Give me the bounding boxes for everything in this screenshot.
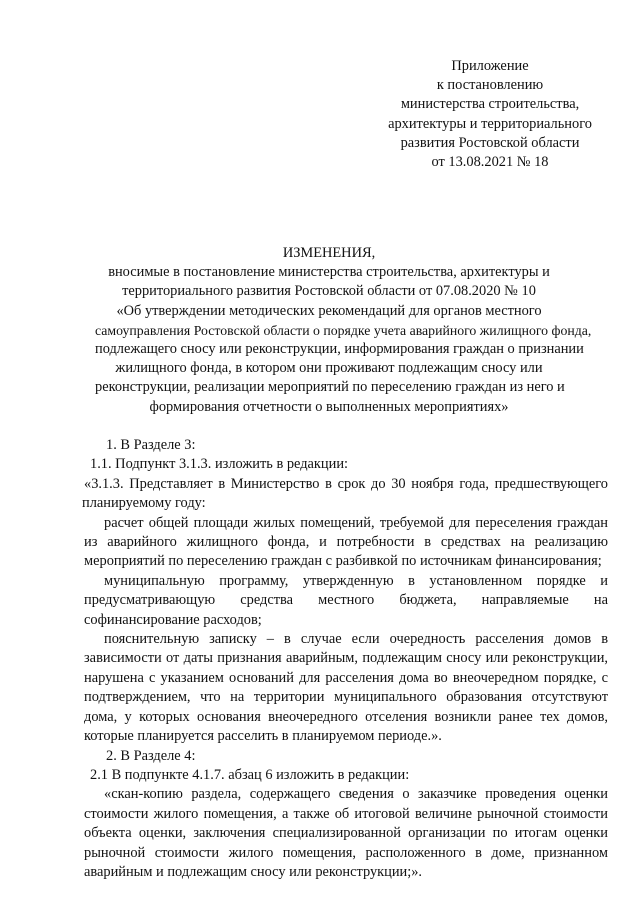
- title-line: формирования отчетности о выполненных мероприятиях»: [149, 398, 509, 415]
- item-1-1: 1.1. Подпункт 3.1.3. изложить в редакции:: [90, 456, 349, 473]
- item-1: 1. В Разделе 3:: [106, 437, 196, 453]
- title-line: жилищного фонда, в котором они проживают подлежащим сносу или: [115, 360, 543, 377]
- item-2-1: 2.1 В подпункте 4.1.7. абзац 6 изложить в редакции:: [90, 766, 410, 783]
- title-line: подлежащего сносу или реконструкции, информирования граждан о признании: [95, 341, 584, 358]
- appendix-line: министерства строительства,: [400, 96, 580, 113]
- quote-4-1-7: «скан-копию раздела, содержащего сведения о заказчике проведения оценки стоимости жилого помещения, а также об итоговой величине рыночной стоимости объекта оценки, заключения специализированной организации по итогам оценки рыночной стоимости жилого помещения, расположенного в доме, признанном аварийным и подлежащим сносу или реконструкции;».: [84, 786, 608, 880]
- paragraph-program: муниципальную программу, утвержденную в установленном порядке и предусматривающую средства местного бюджета, направляемые на софинансирование расходов;: [84, 572, 608, 628]
- appendix-line: от 13.08.2021 № 18: [431, 154, 549, 171]
- title-line: вносимые в постановление министерства строительства, архитектуры и: [108, 264, 550, 281]
- document-heading: ИЗМЕНЕНИЯ,: [282, 245, 376, 261]
- paragraph-calculation: расчет общей площади жилых помещений, требуемой для переселения граждан из аварийного жилищного фонда, и потребности в средствах на реализацию мероприятий по переселению граждан с разбивкой по источникам финансирования;: [84, 514, 608, 570]
- title-line: реконструкции, реализации мероприятий по переселению граждан из него и: [95, 379, 565, 396]
- document-body: [84, 436, 608, 882]
- paragraph-explanatory-note: пояснительную записку – в случае если очередность расселения домов в зависимости от даты признания аварийным, подлежащим сносу или реконструкции, нарушена с указанием оснований для расселения дома во внеочередном порядке, с подтверждением, что на территории муниципального образования отсутствуют дома, у которых основания внеочередного отселения возникли ранее тех домов, которые планируется расселить в планируемом периоде.».: [84, 631, 608, 745]
- item-2: 2. В Разделе 4:: [106, 747, 196, 764]
- title-line: «Об утверждении методических рекомендаций для органов местного: [116, 302, 542, 319]
- title-line: самоуправления Ростовской области о порядке учета аварийного жилищного фонда,: [95, 322, 592, 338]
- title-block: [95, 244, 592, 417]
- appendix-line: архитектуры и территориального: [388, 115, 592, 132]
- appendix-line: к постановлению: [436, 77, 544, 94]
- appendix-line: Приложение: [451, 58, 529, 74]
- appendix-line: развития Ростовской области: [400, 134, 580, 151]
- appendix-block: [360, 57, 620, 172]
- title-line: территориального развития Ростовской области от 07.08.2020 № 10: [122, 283, 536, 300]
- quote-3-1-3: «3.1.3. Представляет в Министерство в срок до 30 ноября года, предшествующего планируемому году:: [82, 475, 608, 512]
